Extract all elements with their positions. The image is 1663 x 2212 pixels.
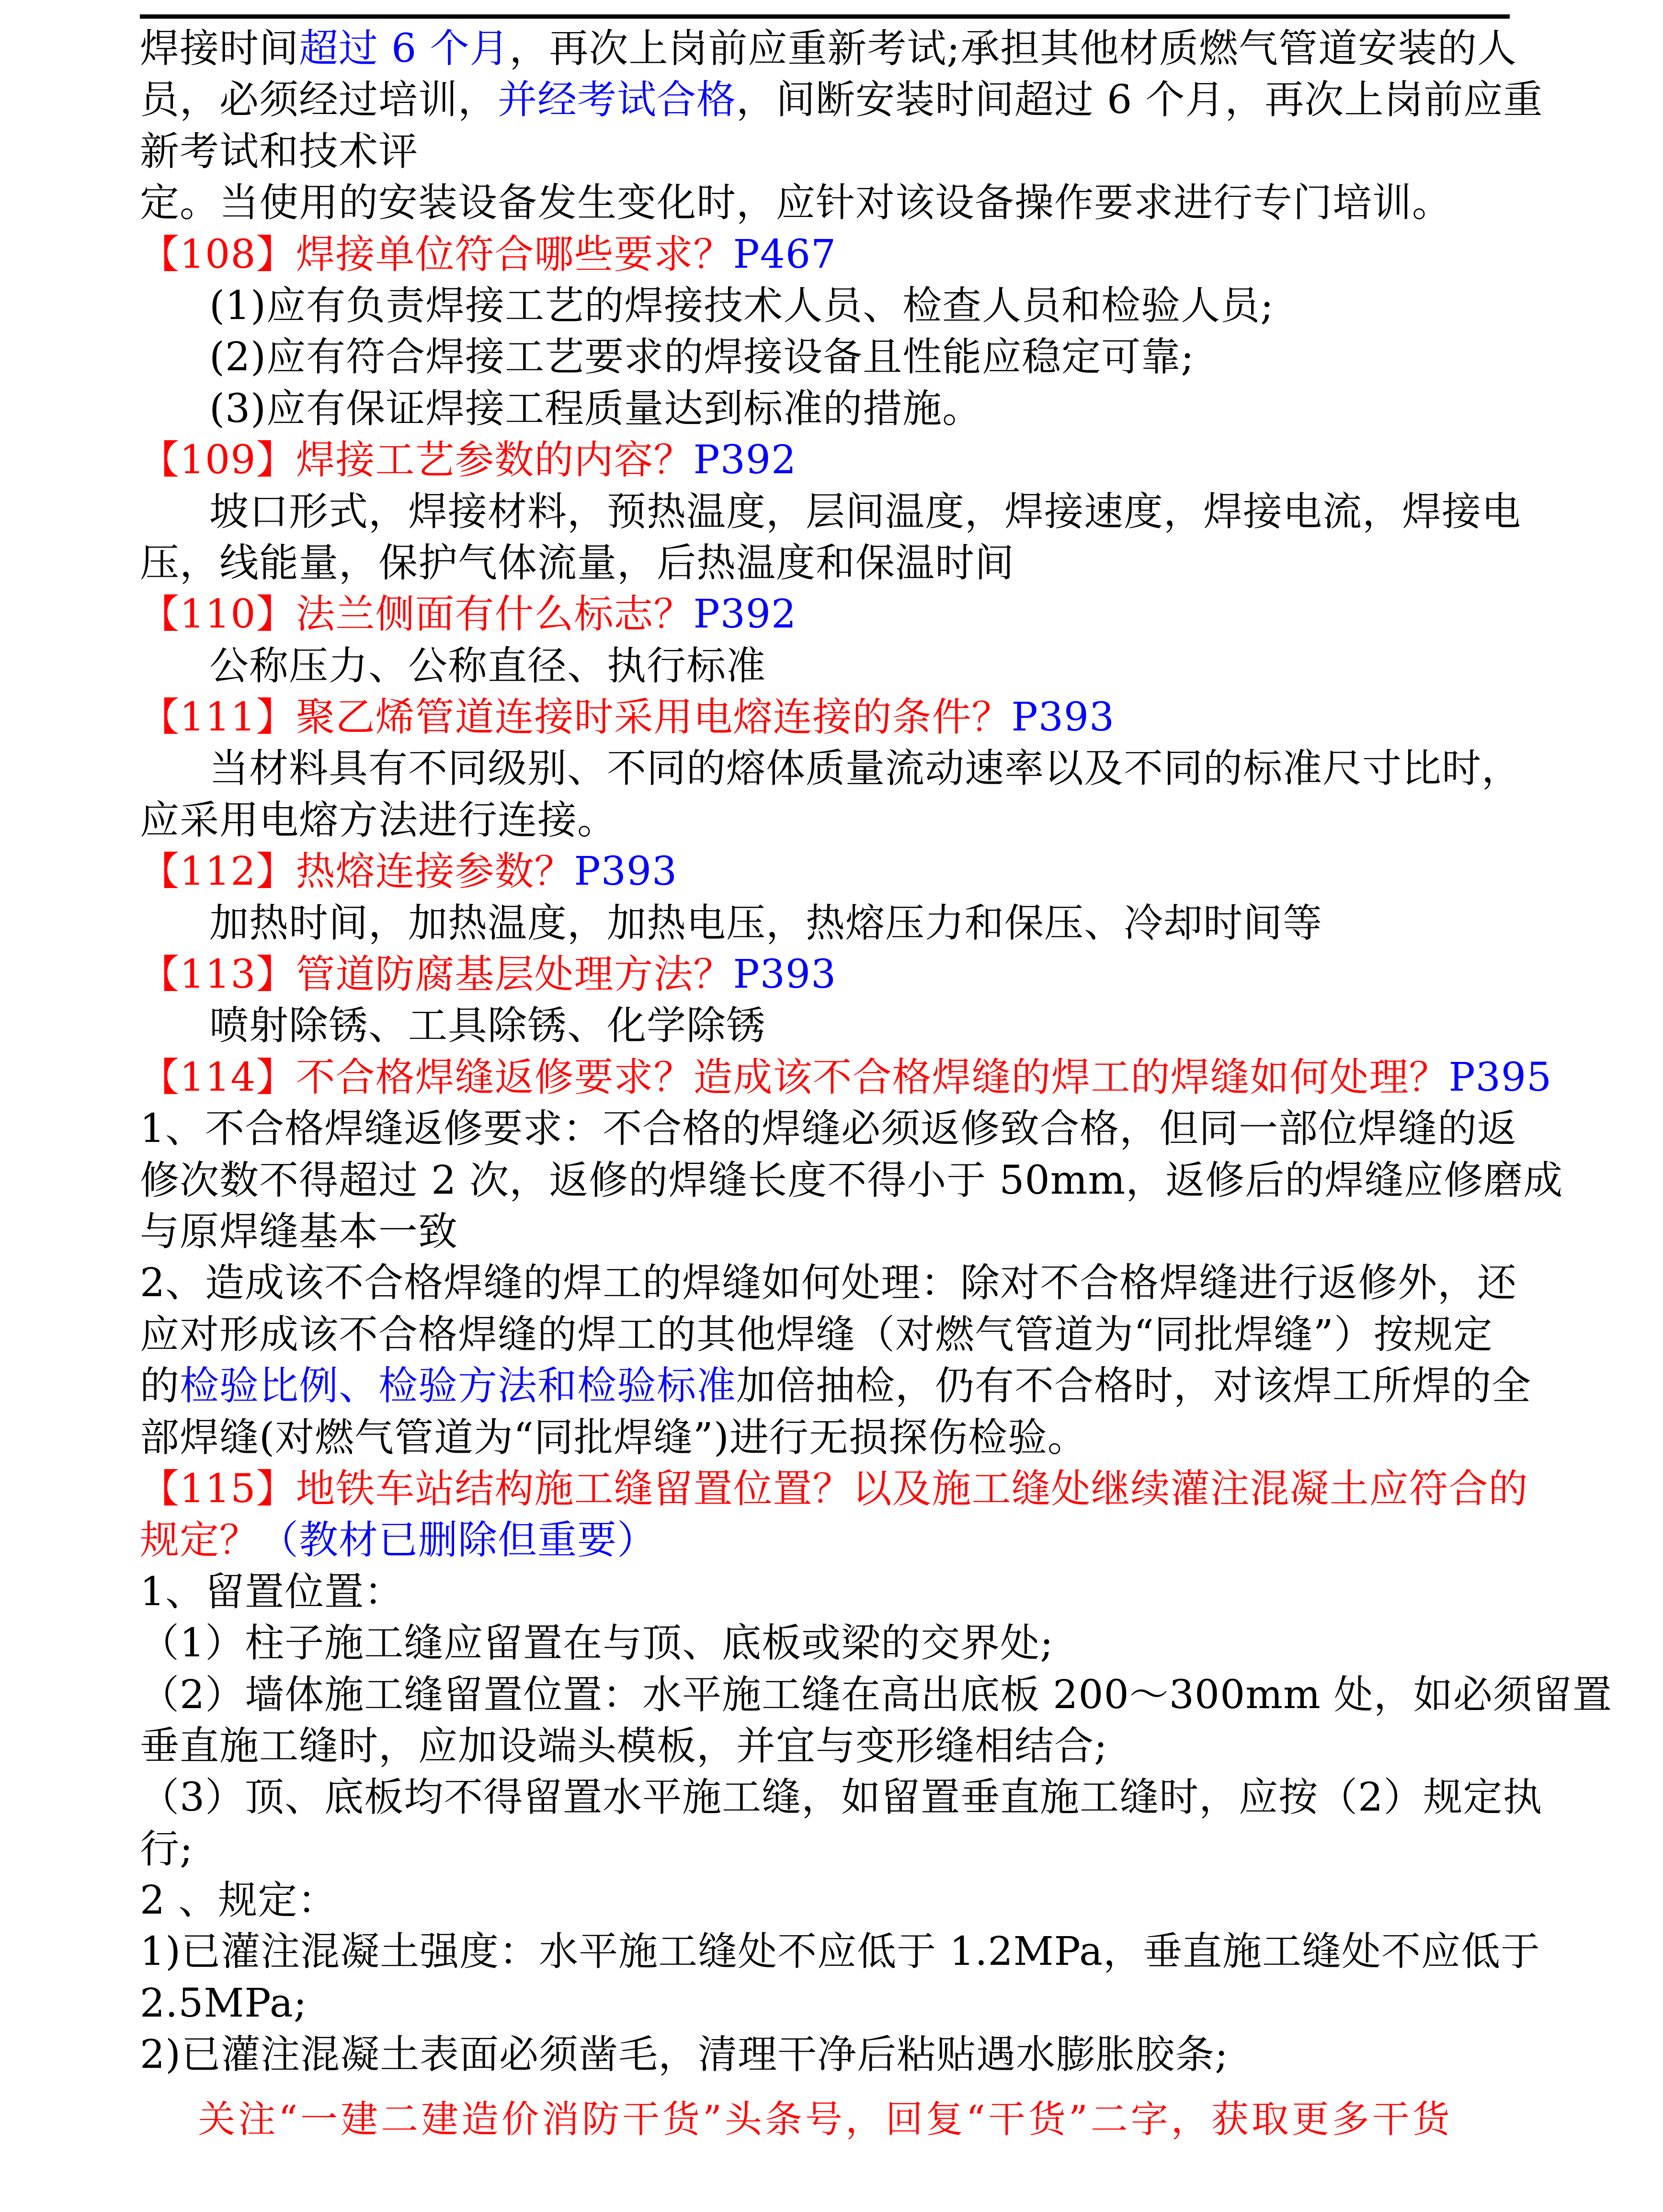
question-number: 【110】 <box>140 592 296 638</box>
question-number: 【115】 <box>140 1466 296 1512</box>
answer-line: 2、造成该不合格焊缝的焊工的焊缝如何处理：除对不合格焊缝进行返修外，还 <box>140 1260 1517 1306</box>
question-number: 【114】 <box>140 1054 296 1100</box>
question-note: （教材已删除但重要） <box>259 1517 657 1563</box>
question-heading <box>140 1052 1552 1103</box>
answer-line: 1、留置位置： <box>140 1569 404 1615</box>
answer-line: 压，线能量，保护气体流量，后热温度和保温时间 <box>140 540 1015 586</box>
answer-line: 行; <box>140 1826 194 1872</box>
question-title: 焊接工艺参数的内容？ <box>296 437 694 483</box>
question-heading <box>140 1463 1528 1515</box>
answer-line: 部焊缝(对燃气管道为“同批焊缝”)进行无损探伤检验。 <box>140 1414 1087 1460</box>
question-title: 焊接单位符合哪些要求？ <box>296 231 733 277</box>
text: 焊接时间 <box>140 26 299 71</box>
highlight-text: 超过 6 个月 <box>299 26 510 71</box>
answer-line: 垂直施工缝时，应加设端头模板，并宜与变形缝相结合; <box>140 1723 1108 1769</box>
text: 员，必须经过培训， <box>140 77 498 123</box>
answer-line: 当材料具有不同级别、不同的熔体质量流动速率以及不同的标准尺寸比时， <box>209 746 1522 792</box>
question-title: 管道防腐基层处理方法？ <box>296 952 733 998</box>
answer-line: (2)应有符合焊接工艺要求的焊接设备且性能应稳定可靠; <box>209 334 1195 380</box>
answer-line: 2 、规定： <box>140 1878 338 1924</box>
question-title: 不合格焊缝返修要求？造成该不合格焊缝的焊工的焊缝如何处理？ <box>296 1054 1449 1100</box>
intro-line-2 <box>140 74 1543 125</box>
answer-line: (1)应有负责焊接工艺的焊接技术人员、检查人员和检验人员; <box>209 283 1274 329</box>
page-reference: P393 <box>574 849 678 895</box>
question-number: 【109】 <box>140 437 296 483</box>
answer-line: （1）柱子施工缝应留置在与顶、底板或梁的交界处; <box>140 1620 1054 1666</box>
answer-line: 与原焊缝基本一致 <box>140 1209 458 1254</box>
answer-line: （3）顶、底板均不得留置水平施工缝，如留置垂直施工缝时，应按（2）规定执 <box>140 1775 1543 1821</box>
question-heading <box>140 589 1511 640</box>
question-title: 热熔连接参数？ <box>296 849 574 895</box>
text: ，间断安装时间超过 6 个月，再次上岗前应重 <box>736 77 1543 123</box>
answer-line: 1、不合格焊缝返修要求：不合格的焊缝必须返修致合格，但同一部位焊缝的返 <box>140 1106 1517 1152</box>
answer-line <box>140 1360 1532 1412</box>
answer-line: 1)已灌注混凝土强度：水平施工缝处不应低于 1.2MPa，垂直施工缝处不应低于 <box>140 1929 1540 1975</box>
answer-line: （2）墙体施工缝留置位置：水平施工缝在高出底板 200～300mm 处，如必须留置 <box>140 1672 1612 1718</box>
question-title: 规定？ <box>140 1517 260 1563</box>
question-number: 【111】 <box>140 695 296 741</box>
answer-line: 公称压力、公称直径、执行标准 <box>209 643 766 689</box>
question-heading <box>140 949 1511 1000</box>
question-heading <box>140 229 1511 280</box>
answer-line: 应对形成该不合格焊缝的焊工的其他焊缝（对燃气管道为“同批焊缝”）按规定 <box>140 1311 1493 1357</box>
highlight-text: 检验比例、检验方法和检验标准 <box>180 1363 737 1409</box>
intro-line-3: 新考试和技术评 <box>140 128 419 174</box>
page-reference: P393 <box>733 952 837 998</box>
question-heading <box>140 692 1511 743</box>
question-heading <box>140 434 1511 486</box>
intro-line-1 <box>140 23 1517 74</box>
page-reference: P393 <box>1011 695 1115 741</box>
page-reference: P395 <box>1448 1054 1552 1100</box>
question-number: 【113】 <box>140 952 296 998</box>
answer-line: 2)已灌注混凝土表面必须凿毛，清理干净后粘贴遇水膨胀胶条; <box>140 2032 1229 2078</box>
page-reference: P467 <box>733 231 837 277</box>
answer-line: (3)应有保证焊接工程质量达到标准的措施。 <box>209 386 982 432</box>
document-body <box>140 23 1612 2081</box>
answer-line: 坡口形式，焊接材料，预热温度，层间温度，焊接速度，焊接电流，焊接电 <box>209 489 1522 535</box>
answer-line: 修次数不得超过 2 次，返修的焊缝长度不得小于 50mm，返修后的焊缝应修磨成 <box>140 1157 1563 1203</box>
answer-line: 喷射除锈、工具除锈、化学除锈 <box>209 1003 766 1049</box>
text: 的 <box>140 1363 180 1409</box>
highlight-text: 并经考试合格 <box>498 77 737 123</box>
header-rule <box>140 14 1510 19</box>
answer-line: 2.5MPa; <box>140 1980 308 2026</box>
question-title: 法兰侧面有什么标志？ <box>296 592 694 638</box>
question-title: 地铁车站结构施工缝留置位置？以及施工缝处继续灌注混凝土应符合的 <box>296 1466 1528 1512</box>
text: 加倍抽检，仍有不合格时，对该焊工所焊的全 <box>736 1363 1532 1409</box>
intro-line-4: 定。当使用的安装设备发生变化时，应针对该设备操作要求进行专门培训。 <box>140 180 1452 226</box>
footer-promo: 关注“一建二建造价消防干货”头条号，回复“干货”二字，获取更多干货 <box>198 2098 1453 2141</box>
text: ，再次上岗前应重新考试;承担其他材质燃气管道安装的人 <box>509 26 1517 71</box>
page-reference: P392 <box>693 437 797 483</box>
question-heading-cont <box>140 1515 1511 1566</box>
question-title: 聚乙烯管道连接时采用电熔连接的条件？ <box>296 695 1012 741</box>
answer-line: 加热时间，加热温度，加热电压，热熔压力和保压、冷却时间等 <box>209 900 1323 946</box>
question-number: 【108】 <box>140 231 296 277</box>
question-heading <box>140 846 1511 897</box>
answer-line: 应采用电熔方法进行连接。 <box>140 797 617 843</box>
page-reference: P392 <box>693 592 797 638</box>
question-number: 【112】 <box>140 849 296 895</box>
